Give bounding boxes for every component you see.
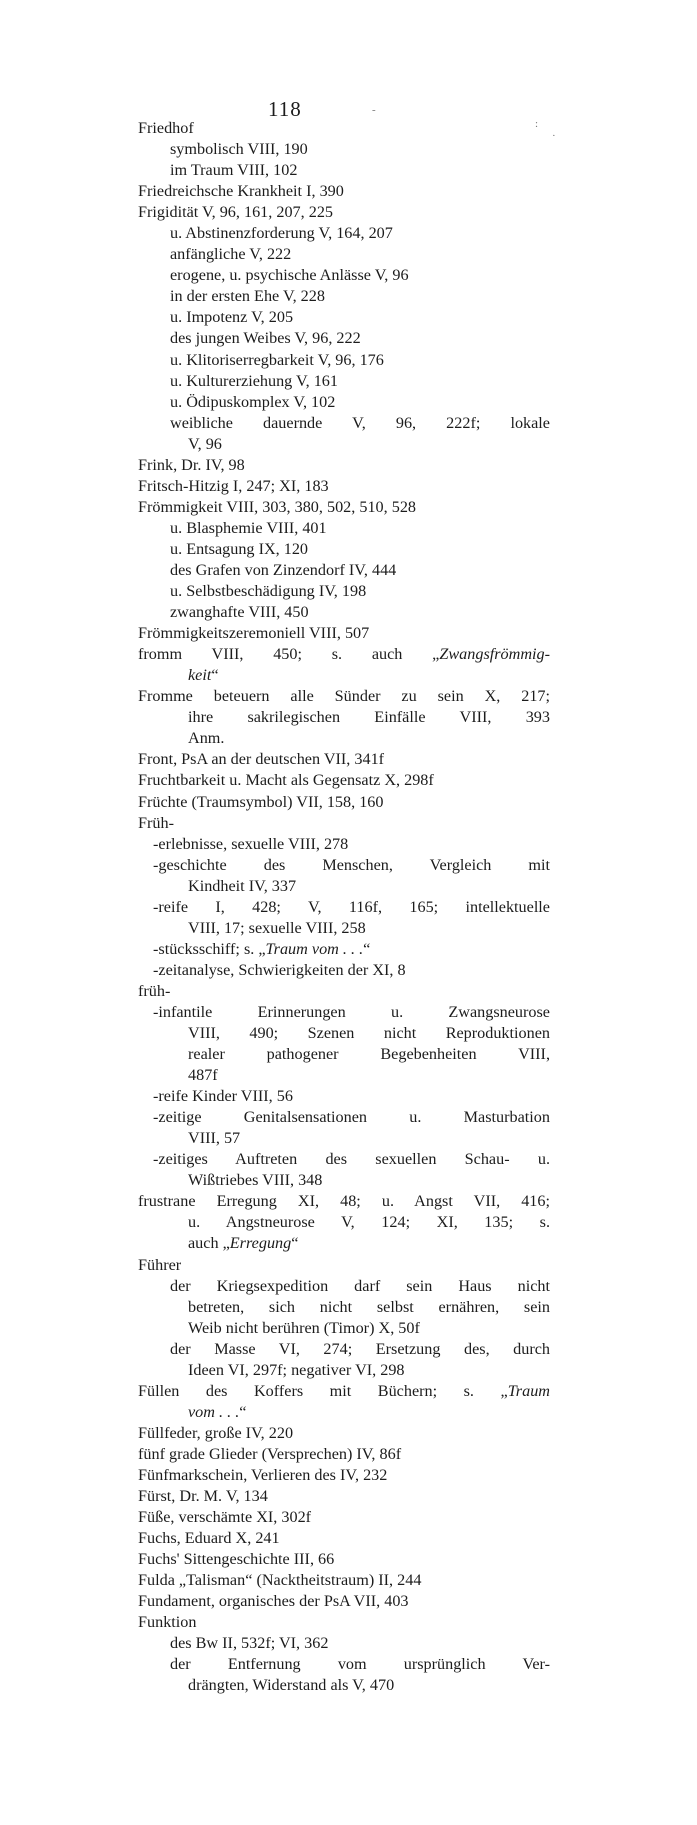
entry-text: auch „ (188, 1234, 230, 1253)
margin-speck: · (552, 130, 556, 142)
entry-text-italic: keit (188, 666, 212, 685)
index-subentry (138, 1149, 550, 1170)
entry-text: -zeitige Genitalsensationen u. Masturbation (153, 1108, 550, 1127)
entry-text: -reife I, 428; V, 116f, 165; intellektuelle (153, 897, 550, 916)
index-subentry (138, 1318, 550, 1339)
margin-speck: - (372, 104, 376, 116)
entry-text: “ (239, 1402, 247, 1421)
entry-text: -zeitanalyse, Schwierigkeiten der XI, 8 (153, 960, 406, 979)
index-entry (138, 497, 550, 518)
index-subentry (138, 855, 550, 876)
index-entry (138, 118, 550, 139)
index-subentry (138, 728, 550, 749)
index-subentry (138, 1633, 550, 1654)
index-entry (138, 1591, 550, 1612)
entry-text: VIII, 57 (188, 1129, 241, 1148)
index-subentry (138, 1065, 550, 1086)
entry-text: zwanghafte VIII, 450 (170, 603, 309, 622)
index-subentry (138, 1044, 550, 1065)
entry-text: Früh- (138, 813, 174, 832)
index-subentry (138, 1276, 550, 1297)
entry-text: 487f (188, 1066, 218, 1085)
entry-text: frustrane Erregung XI, 48; u. Angst VII, 416; (138, 1192, 550, 1211)
index-entry (138, 749, 550, 770)
entry-text: weibliche dauernde V, 96, 222f; lokale (170, 413, 550, 432)
entry-text: Ideen VI, 297f; negativer VI, 298 (188, 1360, 405, 1379)
entry-text: Friedreichsche Krankheit I, 390 (138, 182, 344, 201)
entry-text: der Masse VI, 274; Ersetzung des, durch (170, 1339, 550, 1358)
entry-text: Fritsch-Hitzig I, 247; XI, 183 (138, 476, 329, 495)
index-subentry (138, 1654, 550, 1675)
entry-text: Weib nicht berühren (Timor) X, 50f (188, 1318, 420, 1337)
index-subentry (138, 413, 550, 434)
index-subentry (138, 286, 550, 307)
index-subentry (138, 223, 550, 244)
entry-text: Frink, Dr. IV, 98 (138, 455, 245, 474)
index-subentry (138, 1402, 550, 1423)
entry-text: u. Klitoriserregbarkeit V, 96, 176 (170, 350, 384, 369)
entry-text: u. Entsagung IX, 120 (170, 539, 309, 558)
index-subentry (138, 1023, 550, 1044)
index-subentry (138, 602, 550, 623)
entry-text: Funktion (138, 1613, 197, 1632)
entry-text: erogene, u. psychische Anlässe V, 96 (170, 266, 409, 285)
entry-text: Fünfmarkschein, Verlieren des IV, 232 (138, 1466, 388, 1484)
entry-text: Früchte (Traumsymbol) VII, 158, 160 (138, 792, 384, 811)
entry-text: “ (211, 666, 219, 685)
index-subentry (138, 939, 550, 960)
index-entry (138, 1486, 550, 1507)
index-entry (138, 1423, 550, 1444)
index-subentry (138, 665, 550, 686)
entry-text: -stücksschiff; s. „ (153, 939, 266, 958)
index-subentry (138, 328, 550, 349)
index-subentry (138, 1297, 550, 1318)
index-entry (138, 644, 550, 665)
entry-text: -geschichte des Menschen, Vergleich mit (153, 855, 550, 874)
index-entry (138, 1444, 550, 1465)
entry-text: -infantile Erinnerungen u. Zwangsneurose (153, 1002, 550, 1021)
index-entry (138, 1191, 550, 1212)
index-subentry (138, 1360, 550, 1381)
entry-text: VIII, 17; sexuelle VIII, 258 (188, 918, 366, 937)
index-entry (138, 813, 550, 834)
entry-text: Kindheit IV, 337 (188, 876, 297, 895)
index-entry (138, 476, 550, 497)
entry-text: Führer (138, 1255, 182, 1274)
index-subentry (138, 876, 550, 897)
index-subentry (138, 834, 550, 855)
entry-text: Friedhof (138, 119, 194, 137)
entry-text: fünf grade Glieder (Versprechen) IV, 86f (138, 1444, 402, 1463)
entry-text-italic: vom . . . (188, 1402, 240, 1421)
entry-text: betreten, sich nicht selbst ernähren, sein (188, 1297, 550, 1316)
margin-speck: : (535, 118, 539, 130)
entry-text: Füllfeder, große IV, 220 (138, 1423, 294, 1442)
index-subentry (138, 1086, 550, 1107)
index-entry (138, 181, 550, 202)
index-subentry (138, 307, 550, 328)
entry-text: früh- (138, 981, 171, 1000)
index-entry (138, 792, 550, 813)
index-subentry (138, 1675, 550, 1696)
entry-text: “ (291, 1234, 299, 1253)
entry-text: u. Selbstbeschädigung IV, 198 (170, 582, 367, 601)
entry-text: Fulda „Talisman“ (Nacktheitstraum) II, 244 (138, 1571, 422, 1590)
index-entry (138, 1465, 550, 1486)
entry-text: Fuchs' Sittengeschichte III, 66 (138, 1550, 335, 1569)
index-subentry (138, 560, 550, 581)
index-entry (138, 202, 550, 223)
index-entry (138, 686, 550, 707)
index-subentry (138, 1339, 550, 1360)
entry-text: Fuchs, Eduard X, 241 (138, 1529, 280, 1548)
entry-text: -zeitiges Auftreten des sexuellen Schau- u. (153, 1150, 550, 1169)
entry-text: u. Blasphemie VIII, 401 (170, 518, 327, 537)
entry-text-italic: Traum vom . . . (265, 939, 364, 958)
entry-text: fromm VIII, 450; s. auch „ (138, 645, 440, 664)
index-entry (138, 1528, 550, 1549)
index-subentry (138, 1128, 550, 1149)
index-entries (138, 118, 550, 1697)
index-subentry (138, 581, 550, 602)
entry-text: u. Ödipuskomplex V, 102 (170, 392, 336, 411)
entry-text: -erlebnisse, sexuelle VIII, 278 (153, 834, 349, 853)
index-subentry (138, 244, 550, 265)
index-subentry (138, 160, 550, 181)
entry-text: Fruchtbarkeit u. Macht als Gegensatz X, 298f (138, 771, 434, 790)
index-subentry (138, 1233, 550, 1254)
page-number: 118 (268, 97, 302, 121)
index-subentry (138, 1212, 550, 1233)
index-entry (138, 1612, 550, 1633)
entry-text: anfängliche V, 222 (170, 245, 292, 264)
entry-text: des jungen Weibes V, 96, 222 (170, 329, 361, 348)
entry-text: symbolisch VIII, 190 (170, 140, 308, 159)
entry-text: Fürst, Dr. M. V, 134 (138, 1487, 268, 1506)
index-subentry (138, 350, 550, 371)
index-entry (138, 455, 550, 476)
index-subentry (138, 1107, 550, 1128)
entry-text: V, 96 (188, 434, 222, 453)
entry-text: Front, PsA an der deutschen VII, 341f (138, 750, 385, 769)
index-subentry (138, 139, 550, 160)
entry-text: Frigidität V, 96, 161, 207, 225 (138, 203, 334, 222)
entry-text: u. Angstneurose V, 124; XI, 135; s. (188, 1213, 550, 1232)
entry-text-italic: Erregung (229, 1234, 292, 1253)
index-subentry (138, 707, 550, 728)
index-entry (138, 1381, 550, 1402)
index-entry (138, 1507, 550, 1528)
entry-text: VIII, 490; Szenen nicht Reproduktionen (188, 1024, 550, 1043)
entry-text: Fromme beteuern alle Sünder zu sein X, 217; (138, 687, 550, 706)
entry-text: u. Impotenz V, 205 (170, 308, 294, 327)
entry-text: ihre sakrilegischen Einfälle VIII, 393 (188, 708, 550, 727)
entry-text: Füße, verschämte XI, 302f (138, 1508, 312, 1527)
index-subentry (138, 518, 550, 539)
entry-text: des Grafen von Zinzendorf IV, 444 (170, 560, 397, 579)
entry-text: in der ersten Ehe V, 228 (170, 287, 325, 306)
entry-text: Frömmigkeit VIII, 303, 380, 502, 510, 528 (138, 497, 417, 516)
entry-text: Wißtriebes VIII, 348 (188, 1171, 323, 1190)
entry-text: u. Abstinenzforderung V, 164, 207 (170, 224, 393, 243)
index-entry (138, 623, 550, 644)
entry-text: der Entfernung vom ursprünglich Ver- (170, 1655, 550, 1674)
entry-text: drängten, Widerstand als V, 470 (188, 1676, 395, 1695)
index-entry (138, 1549, 550, 1570)
entry-text: Anm. (188, 729, 225, 748)
entry-text: -reife Kinder VIII, 56 (153, 1087, 293, 1106)
entry-text: u. Kulturerziehung V, 161 (170, 371, 338, 390)
index-subentry (138, 918, 550, 939)
index-subentry (138, 1170, 550, 1191)
index-subentry (138, 539, 550, 560)
index-subentry (138, 434, 550, 455)
index-subentry (138, 265, 550, 286)
entry-text: realer pathogener Begebenheiten VIII, (188, 1045, 550, 1064)
index-entry (138, 770, 550, 791)
index-entry (138, 981, 550, 1002)
entry-text: des Bw II, 532f; VI, 362 (170, 1634, 329, 1653)
index-subentry (138, 897, 550, 918)
index-entry (138, 1570, 550, 1591)
index-subentry (138, 371, 550, 392)
entry-text-italic: Zwangsfrömmig- (439, 645, 550, 664)
index-subentry (138, 960, 550, 981)
entry-text: “ (363, 939, 371, 958)
entry-text-italic: Traum (507, 1381, 550, 1400)
entry-text: Fundament, organisches der PsA VII, 403 (138, 1592, 409, 1611)
entry-text: Frömmigkeitszeremoniell VIII, 507 (138, 624, 370, 643)
index-subentry (138, 392, 550, 413)
index-entry (138, 1255, 550, 1276)
entry-text: im Traum VIII, 102 (170, 161, 298, 180)
entry-text: Füllen des Koffers mit Büchern; s. „ (138, 1381, 508, 1400)
index-subentry (138, 1002, 550, 1023)
entry-text: der Kriegsexpedition darf sein Haus nicht (170, 1276, 550, 1295)
